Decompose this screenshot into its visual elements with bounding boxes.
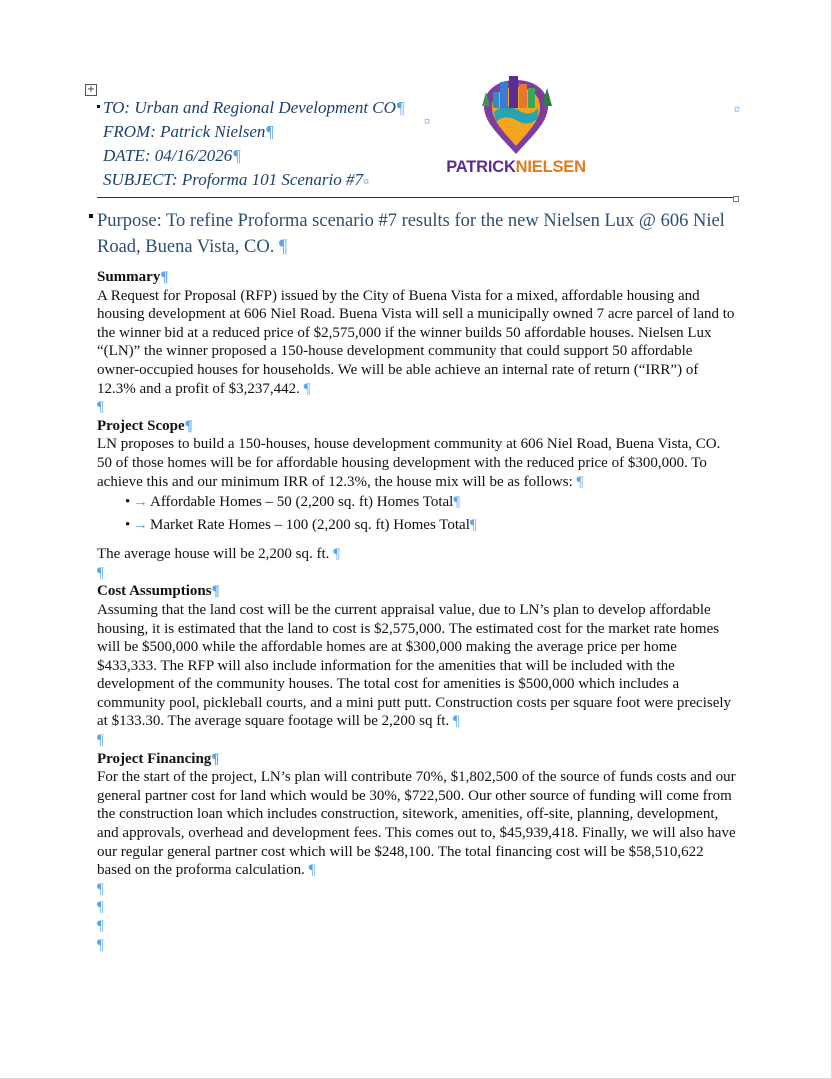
financing-heading: Project Financing¶ (97, 750, 220, 767)
memo-to: TO: Urban and Regional Development CO¶ (103, 98, 405, 117)
table-move-handle-icon[interactable]: + (86, 84, 96, 95)
empty-paragraph: ¶ (97, 564, 104, 581)
document-body (97, 268, 737, 954)
memo-header (103, 96, 405, 193)
memo-date: DATE: 04/16/2026¶ (103, 146, 242, 165)
end-of-cell-mark: ¤ (424, 114, 430, 128)
empty-paragraph: ¶ (97, 899, 104, 916)
scope-paragraph: LN proposes to build a 150-houses, house development community at 606 Niel Road, Buena Vista, CO. 50 of those homes will be for affordable housing development with the reduced price of $300,000. To achieve this and our minimum IRR of 12.3%, the house mix will be as follows: ¶ (97, 436, 721, 490)
empty-paragraph: ¶ (97, 399, 104, 416)
empty-paragraph: ¶ (97, 918, 104, 934)
scope-heading: Project Scope¶ (97, 417, 193, 434)
list-item: • → Affordable Homes – 50 (2,200 sq. ft) Homes Total¶ (97, 491, 737, 514)
tab-arrow-icon: → (133, 517, 148, 534)
city-pin-logo-icon (438, 72, 594, 158)
empty-paragraph: ¶ (97, 880, 104, 897)
summary-paragraph: A Request for Proposal (RFP) issued by the City of Buena Vista for a mixed, affordable housing and housing development at 606 Niel Road. Buena Vista will sell a municipally owned 7 acre parcel of land to the winner bid at a reduced price of $2,575,000 if the winner builds 50 affordable houses. Nielsen Lux “(LN)” the winner proposed a 150-house development community that could support 50 affordable owner-occupied houses for households. We will be able achieve an internal rate of return (“IRR”) of 12.3% and a profit of $3,237,442. ¶ (97, 287, 735, 397)
logo-wordmark: PATRICKNIELSEN (446, 158, 586, 176)
purpose-heading: Purpose: To refine Proforma scenario #7 results for the new Nielsen Lux @ 606 Niel Road, Buena Vista, CO. ¶ (97, 208, 737, 260)
memo-subject: SUBJECT: Proforma 101 Scenario #7¤ (103, 170, 370, 189)
empty-paragraph: ¶ (97, 732, 104, 749)
end-of-cell-mark: ¤ (734, 102, 740, 116)
memo-from: FROM: Patrick Nielsen¶ (103, 122, 275, 141)
house-mix-list (97, 491, 737, 537)
list-item: • → Market Rate Homes – 100 (2,200 sq. ft) Homes Total¶ (97, 514, 737, 537)
tab-arrow-icon: → (133, 494, 148, 511)
costs-paragraph: Assuming that the land cost will be the current appraisal value, due to LN’s plan to develop affordable housing, it is estimated that the land to cost is $2,575,000. The estimated cost for the market rate homes will be $500,000 while the affordable homes are at $300,000 making the average price per home $433,333. The RFP will also include information for the amenities that will be included with the development of the community houses. The total cost for amenities is $500,000 which includes a community pool, pickleball courts, and a mini putt putt. Construction costs per square foot were precisely at $133.30. The average square footage will be 2,200 sq ft. ¶ (97, 601, 732, 730)
header-divider (97, 197, 734, 198)
average-house-paragraph: The average house will be 2,200 sq. ft. ¶ (97, 546, 340, 563)
bullet-marker (97, 105, 100, 108)
bullet-marker (89, 214, 93, 218)
costs-heading: Cost Assumptions¶ (97, 583, 220, 600)
company-logo (438, 72, 594, 184)
empty-paragraph: ¶ (97, 936, 104, 953)
summary-heading: Summary¶ (97, 269, 169, 285)
resize-handle[interactable] (733, 196, 739, 202)
financing-paragraph: For the start of the project, LN’s plan will contribute 70%, $1,802,500 of the source of funds costs and our general partner cost for land which would be 30%, $722,500. Our other source of funding will come from the construction loan which includes construction, sitework, amenities, off-site, planning, development, and approvals, overhead and development fees. This comes out to, $45,939,418. Finally, we will also have our regular general partner cost which will be $248,100. The total financing cost will be $58,510,622 based on the proforma calculation. ¶ (97, 769, 736, 879)
